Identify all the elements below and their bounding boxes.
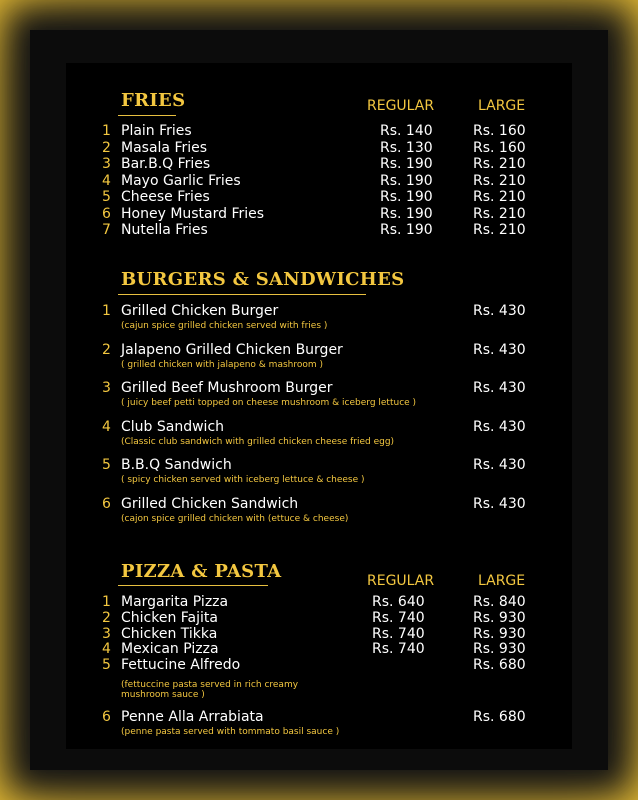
burger-item-number: 4 bbox=[102, 418, 111, 435]
fries-item-large-price: Rs. 210 bbox=[473, 156, 526, 172]
pizza-item-large-price: Rs. 930 bbox=[473, 641, 526, 658]
fries-item-regular-price: Rs. 190 bbox=[380, 172, 433, 189]
burger-item-price: Rs. 430 bbox=[473, 495, 526, 512]
pizza-item-name: Margarita Pizza bbox=[121, 594, 229, 610]
pizza-item-name: Fettucine Alfredo bbox=[121, 657, 241, 674]
penne-name: Penne Alla Arrabiata bbox=[121, 709, 264, 725]
fries-item-name: Honey Mustard Fries bbox=[121, 205, 265, 222]
fries-regular-header: REGULAR bbox=[367, 98, 435, 114]
burger-item-price: Rs. 430 bbox=[473, 303, 526, 319]
fries-item-number: 6 bbox=[102, 205, 111, 222]
burger-item-name: Jalapeno Grilled Chicken Burger bbox=[121, 341, 343, 358]
menu-board bbox=[66, 63, 572, 749]
pizza-item-regular-price: Rs. 740 bbox=[372, 625, 425, 642]
fries-title-underline bbox=[118, 115, 176, 116]
burger-item-description: ( juicy beef petti topped on cheese mushroom & iceberg lettuce ) bbox=[121, 398, 417, 408]
pizza-item-number: 4 bbox=[102, 641, 111, 658]
burger-item-price: Rs. 430 bbox=[473, 341, 526, 358]
fries-item-large-price: Rs. 210 bbox=[473, 205, 526, 222]
burger-item-number: 1 bbox=[102, 303, 111, 319]
pizza-regular-header: REGULAR bbox=[367, 573, 435, 589]
burgers-section-title: BURGERS & SANDWICHES bbox=[121, 269, 405, 290]
fries-item-name: Plain Fries bbox=[121, 123, 192, 139]
pizza-item-name: Chicken Fajita bbox=[121, 609, 218, 626]
fries-item-number: 4 bbox=[102, 172, 111, 189]
fries-item-large-price: Rs. 210 bbox=[473, 222, 526, 238]
pizza-item-large-price: Rs. 680 bbox=[473, 657, 526, 674]
burger-item-name: Grilled Chicken Sandwich bbox=[121, 495, 299, 512]
burger-item-description: (cajon spice grilled chicken with (ettuce & cheese) bbox=[121, 513, 349, 524]
burger-item-description: ( spicy chicken served with iceberg lettuce & cheese ) bbox=[121, 475, 365, 485]
fries-item-number: 1 bbox=[102, 123, 111, 139]
burger-item-price: Rs. 430 bbox=[473, 457, 526, 473]
pizza-item-number: 2 bbox=[102, 609, 111, 626]
fries-item-regular-price: Rs. 140 bbox=[380, 123, 433, 139]
pizza-large-header: LARGE bbox=[478, 573, 526, 589]
fries-item-number: 2 bbox=[102, 139, 111, 156]
pizza-item-number: 5 bbox=[102, 657, 111, 674]
fries-item-large-price: Rs. 160 bbox=[473, 139, 526, 156]
fries-item-regular-price: Rs. 190 bbox=[380, 205, 433, 222]
burgers-title-underline bbox=[118, 294, 366, 295]
pizza-section-title: PIZZA & PASTA bbox=[121, 561, 282, 582]
pizza-item-large-price: Rs. 840 bbox=[473, 594, 526, 610]
fries-item-name: Cheese Fries bbox=[121, 189, 210, 205]
pizza-item-regular-price: Rs. 740 bbox=[372, 609, 425, 626]
burger-item-name: Grilled Chicken Burger bbox=[121, 303, 279, 319]
penne-description: (penne pasta served with tommato basil sauce ) bbox=[121, 727, 340, 737]
fries-item-name: Nutella Fries bbox=[121, 222, 208, 238]
fries-item-number: 7 bbox=[102, 222, 111, 238]
penne-number: 6 bbox=[102, 709, 111, 725]
pizza-item-regular-price: Rs. 640 bbox=[372, 594, 425, 610]
fries-item-number: 3 bbox=[102, 156, 111, 172]
fries-item-large-price: Rs. 210 bbox=[473, 172, 526, 189]
burger-item-name: Club Sandwich bbox=[121, 418, 225, 435]
fries-item-number: 5 bbox=[102, 189, 111, 205]
burger-item-price: Rs. 430 bbox=[473, 418, 526, 435]
pizza-item-large-price: Rs. 930 bbox=[473, 609, 526, 626]
fries-item-regular-price: Rs. 190 bbox=[380, 156, 433, 172]
fettucine-description-line2: mushroom sauce ) bbox=[121, 690, 205, 700]
fries-large-header: LARGE bbox=[478, 98, 526, 114]
burger-item-price: Rs. 430 bbox=[473, 380, 526, 396]
pizza-item-number: 3 bbox=[102, 625, 111, 642]
fries-item-name: Bar.B.Q Fries bbox=[121, 156, 211, 172]
burger-item-description: (cajun spice grilled chicken served with fries ) bbox=[121, 321, 328, 331]
burger-item-description: (Classic club sandwich with grilled chicken cheese fried egg) bbox=[121, 436, 395, 447]
fries-item-large-price: Rs. 160 bbox=[473, 123, 526, 139]
pizza-item-name: Chicken Tikka bbox=[121, 625, 218, 642]
burger-item-number: 3 bbox=[102, 380, 111, 396]
pizza-item-number: 1 bbox=[102, 594, 111, 610]
fries-item-regular-price: Rs. 130 bbox=[380, 139, 433, 156]
fries-item-name: Mayo Garlic Fries bbox=[121, 172, 241, 189]
burger-item-number: 6 bbox=[102, 495, 111, 512]
pizza-item-large-price: Rs. 930 bbox=[473, 625, 526, 642]
penne-price: Rs. 680 bbox=[473, 709, 526, 725]
burger-item-name: Grilled Beef Mushroom Burger bbox=[121, 380, 333, 396]
fries-item-large-price: Rs. 210 bbox=[473, 189, 526, 205]
pizza-title-underline bbox=[118, 585, 268, 586]
fries-item-regular-price: Rs. 190 bbox=[380, 222, 433, 238]
fries-section-title: FRIES bbox=[121, 90, 186, 111]
fries-item-name: Masala Fries bbox=[121, 139, 208, 156]
pizza-item-name: Mexican Pizza bbox=[121, 641, 219, 658]
fries-item-regular-price: Rs. 190 bbox=[380, 189, 433, 205]
burger-item-name: B.B.Q Sandwich bbox=[121, 457, 232, 473]
fettucine-description-line1: (fettuccine pasta served in rich creamy bbox=[121, 680, 299, 690]
burger-item-number: 2 bbox=[102, 341, 111, 358]
pizza-item-regular-price: Rs. 740 bbox=[372, 641, 425, 658]
burger-item-number: 5 bbox=[102, 457, 111, 473]
burger-item-description: ( grilled chicken with jalapeno & mashroom ) bbox=[121, 359, 324, 370]
